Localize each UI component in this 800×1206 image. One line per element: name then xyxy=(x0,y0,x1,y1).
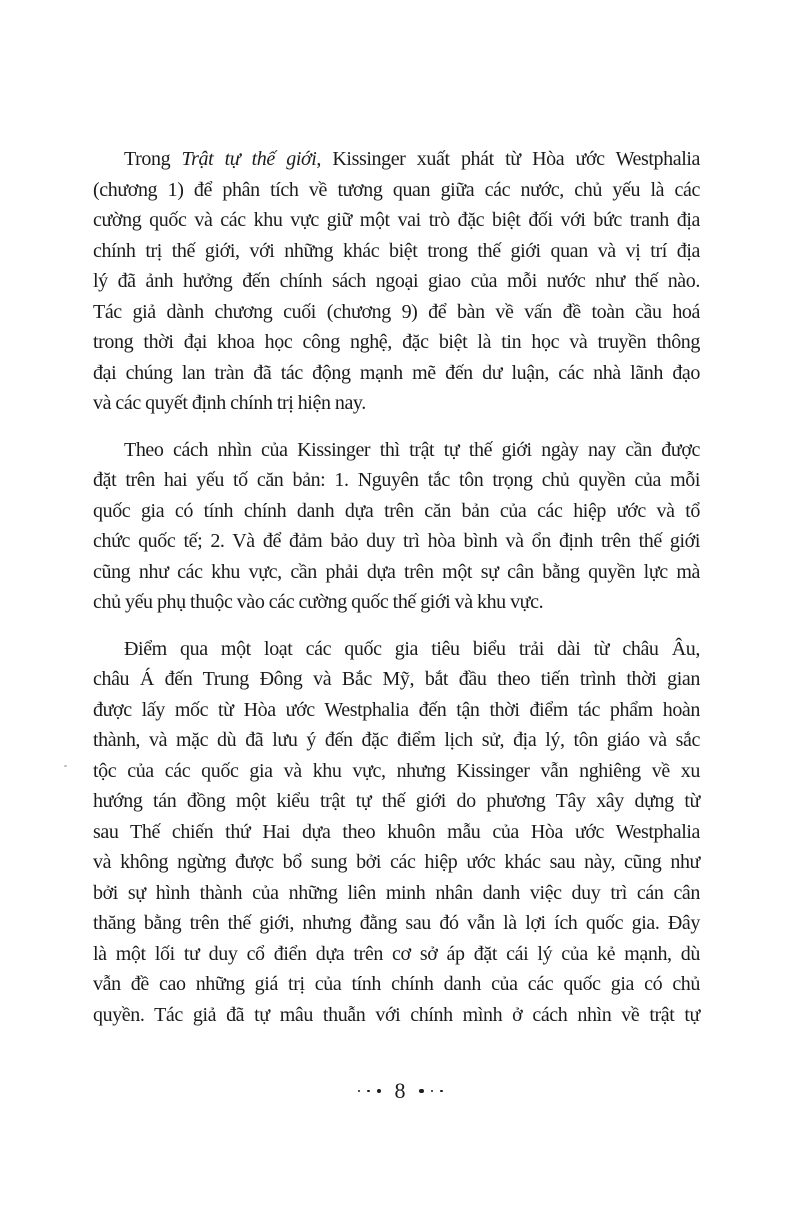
text-segment: quyền. Tác giả đã tự mâu thuẫn với chính mình ở cách nhìn về trật tự xyxy=(93,1003,700,1026)
text-line xyxy=(93,435,700,466)
text-line xyxy=(93,817,700,848)
footer-ornament-right xyxy=(416,1089,447,1094)
text-segment: cường quốc và các khu vực giữ một vai trò đặc biệt đối với bức tranh địa xyxy=(93,209,700,231)
text-line xyxy=(93,388,700,419)
text-segment: châu Á đến Trung Đông và Bắc Mỹ, bắt đầu theo tiến trình thời gian xyxy=(93,668,700,690)
text-line xyxy=(93,587,700,618)
text-line xyxy=(93,847,700,878)
text-line xyxy=(93,725,700,756)
text-segment: trong thời đại khoa học công nghệ, đặc biệt là tin học và truyền thông xyxy=(93,331,700,353)
footer-ornament-left xyxy=(354,1089,385,1094)
text-line xyxy=(93,327,700,358)
page-number: 8 xyxy=(394,1078,406,1103)
text-segment: , Kissinger xuất phát từ Hòa ước Westphalia xyxy=(316,148,700,170)
paragraph xyxy=(93,634,700,1031)
text-line xyxy=(93,695,700,726)
text-segment: cũng như các khu vực, cần phải dựa trên một sự cân bằng quyền lực mà xyxy=(93,560,700,583)
text-line xyxy=(93,557,700,588)
page-footer xyxy=(0,1076,800,1106)
footer-ornament-dot xyxy=(431,1090,434,1093)
text-segment: là một lối tư duy cổ điển dựa trên cơ sở áp đặt cái lý của kẻ mạnh, dù xyxy=(93,942,700,965)
footer-ornament-dot xyxy=(367,1090,370,1093)
text-segment: vẫn đề cao những giá trị của tính chính danh của các quốc gia có chủ xyxy=(93,973,700,995)
text-segment: thành, và mặc dù đã lưu ý đến đặc điểm lịch sử, địa lý, tôn giáo và sắc xyxy=(93,729,700,751)
text-line xyxy=(93,878,700,909)
text-segment: bởi sự hình thành của những liên minh nhân danh việc duy trì cán cân xyxy=(93,881,700,904)
text-line xyxy=(93,236,700,267)
text-line xyxy=(93,175,700,206)
text-line xyxy=(93,266,700,297)
text-segment: Tác giả dành chương cuối (chương 9) để bàn về vấn đề toàn cầu hoá xyxy=(93,300,700,323)
text-line xyxy=(93,358,700,389)
text-segment: và không ngừng được bổ sung bởi các hiệp ước khác sau này, cũng như xyxy=(93,851,700,873)
text-segment: chủ yếu phụ thuộc vào các cường quốc thế giới và khu vực. xyxy=(93,591,544,613)
text-segment: quốc gia có tính chính danh dựa trên căn bản của các hiệp ước và tổ xyxy=(93,499,700,522)
text-line xyxy=(93,939,700,970)
text-line xyxy=(93,297,700,328)
text-segment: đặt trên hai yếu tố căn bản: 1. Nguyên tắc tôn trọng chủ quyền của mỗi xyxy=(93,469,700,491)
text-segment: tộc của các quốc gia và khu vực, nhưng Kissinger vẫn nghiêng về xu xyxy=(93,759,700,782)
footer-ornament-dot xyxy=(377,1089,382,1094)
text-line xyxy=(93,1000,700,1031)
paragraph xyxy=(93,435,700,618)
text-segment: sau Thế chiến thứ Hai dựa theo khuôn mẫu của Hòa ước Westphalia xyxy=(93,820,700,843)
text-line xyxy=(93,756,700,787)
footer-ornament-dot xyxy=(440,1090,443,1093)
text-segment: (chương 1) để phân tích về tương quan giữa các nước, chủ yếu là các xyxy=(93,178,700,201)
text-segment: được lấy mốc từ Hòa ước Westphalia đến tận thời điểm tác phẩm hoàn xyxy=(93,698,700,721)
text-segment: Trong xyxy=(124,148,182,170)
text-segment: lý đã ảnh hưởng đến chính sách ngoại giao của mỗi nước như thế nào. xyxy=(93,270,700,292)
text-segment: chức quốc tế; 2. Và để đảm bảo duy trì hòa bình và ổn định trên thế giới xyxy=(93,530,700,552)
text-line xyxy=(93,908,700,939)
margin-speck-artifact xyxy=(64,765,67,767)
footer-ornament-dot xyxy=(419,1089,424,1094)
text-segment: hướng tán đồng một kiểu trật tự thế giới do phương Tây xây dựng từ xyxy=(93,790,700,812)
text-line xyxy=(93,634,700,665)
text-segment: chính trị thế giới, với những khác biệt trong thế giới quan và vị trí địa xyxy=(93,239,700,262)
text-line xyxy=(93,786,700,817)
text-line xyxy=(93,205,700,236)
text-line xyxy=(93,144,700,175)
book-title-italic: Trật tự thế giới xyxy=(181,148,317,170)
page-text-block xyxy=(93,144,700,1030)
text-segment: và các quyết định chính trị hiện nay. xyxy=(93,392,366,414)
text-segment: Theo cách nhìn của Kissinger thì trật tự thế giới ngày nay cần được xyxy=(124,438,700,461)
footer-ornament-dot xyxy=(358,1090,361,1093)
text-segment: Điểm qua một loạt các quốc gia tiêu biểu trải dài từ châu Âu, xyxy=(124,637,700,660)
text-line xyxy=(93,664,700,695)
text-line xyxy=(93,969,700,1000)
text-line xyxy=(93,496,700,527)
text-segment: thăng bằng trên thế giới, nhưng đằng sau đó vẫn là lợi ích quốc gia. Đây xyxy=(93,912,700,934)
text-segment: đại chúng lan tràn đã tác động mạnh mẽ đến dư luận, các nhà lãnh đạo xyxy=(93,361,700,384)
paragraph xyxy=(93,144,700,419)
text-line xyxy=(93,465,700,496)
text-line xyxy=(93,526,700,557)
